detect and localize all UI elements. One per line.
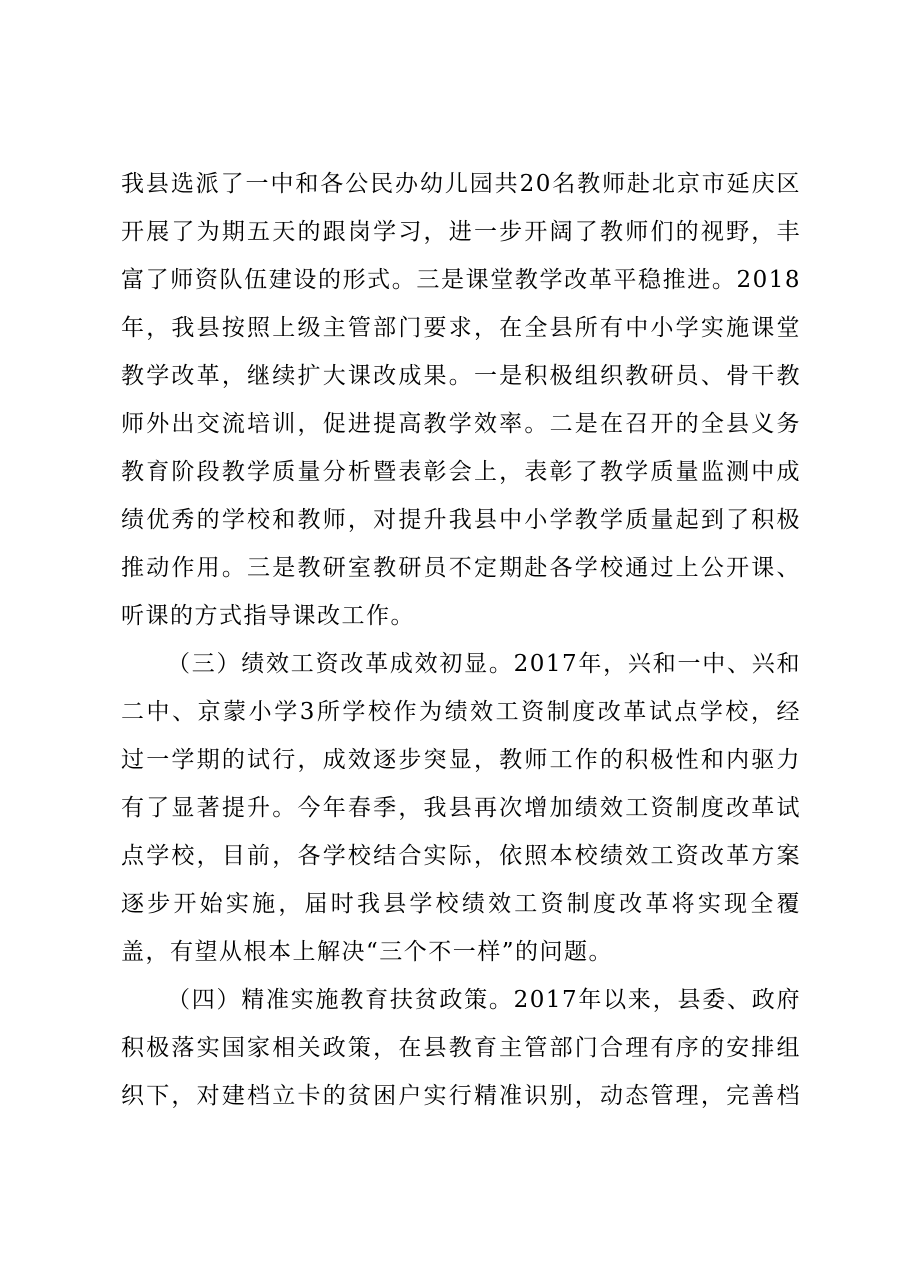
text-line: 二中、京蒙小学3所学校作为绩效工资制度改革试点学校，经 — [121, 699, 801, 725]
text-line: 盖，有望从根本上解决“三个不一样”的问题。 — [121, 939, 614, 965]
text-line: 年，我县按照上级主管部门要求，在全县所有中小学实施课堂 — [121, 315, 801, 341]
text-line: 织下，对建档立卡的贫困户实行精准识别，动态管理，完善档 — [121, 1083, 801, 1109]
text-line: 开展了为期五天的跟岗学习，进一步开阔了教师们的视野，丰 — [121, 219, 801, 245]
text-line: 我县选派了一中和各公民办幼儿园共20名教师赴北京市延庆区 — [121, 171, 801, 197]
paragraph-1 — [121, 160, 801, 640]
text-line: 过一学期的试行，成效逐步突显，教师工作的积极性和内驱力 — [121, 747, 801, 773]
text-line: 有了显著提升。今年春季，我县再次增加绩效工资制度改革试 — [121, 795, 801, 821]
text-line: 逐步开始实施，届时我县学校绩效工资制度改革将实现全覆 — [121, 891, 801, 917]
text-line: 教学改革，继续扩大课改成果。一是积极组织教研员、骨干教 — [121, 363, 801, 389]
text-line: 富了师资队伍建设的形式。三是课堂教学改革平稳推进。2018 — [121, 267, 801, 293]
text-line: 积极落实国家相关政策，在县教育主管部门合理有序的安排组 — [121, 1035, 801, 1061]
text-line: （四）精准实施教育扶贫政策。2017年以来，县委、政府 — [167, 987, 801, 1013]
text-line: 师外出交流培训，促进提高教学效率。二是在召开的全县义务 — [121, 411, 801, 437]
text-line: 绩优秀的学校和教师，对提升我县中小学教学质量起到了积极 — [121, 507, 801, 533]
text-line: 点学校，目前，各学校结合实际，依照本校绩效工资改革方案 — [121, 843, 801, 869]
paragraph-3 — [121, 976, 801, 1120]
document-body — [121, 160, 801, 1120]
paragraph-2 — [121, 640, 801, 976]
text-line: 教育阶段教学质量分析暨表彰会上，表彰了教学质量监测中成 — [121, 459, 801, 485]
text-line: （三）绩效工资改革成效初显。2017年，兴和一中、兴和 — [167, 651, 801, 677]
text-line: 推动作用。三是教研室教研员不定期赴各学校通过上公开课、 — [121, 555, 801, 581]
text-line: 听课的方式指导课改工作。 — [121, 603, 415, 629]
